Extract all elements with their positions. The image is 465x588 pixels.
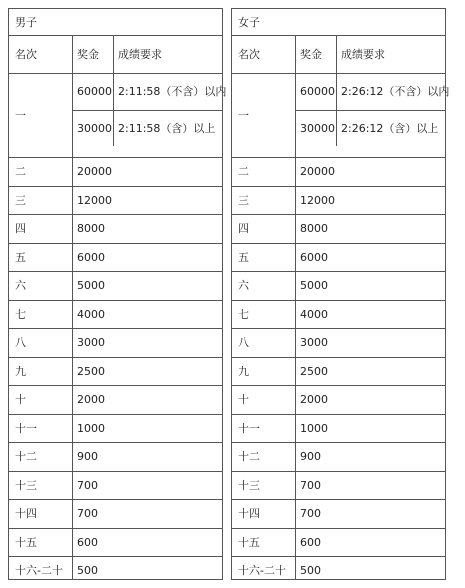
prize-cell: 700 <box>300 507 321 520</box>
prize-cell: 1000 <box>300 421 328 435</box>
prize-cell: 500 <box>77 564 98 577</box>
table-row <box>9 244 222 273</box>
first-place-row <box>232 74 450 158</box>
prize-cell: 5000 <box>77 279 105 292</box>
prize-cell: 1000 <box>77 421 105 435</box>
table-row <box>9 472 222 501</box>
table-row <box>9 557 222 586</box>
header-rank: 名次 <box>238 48 260 61</box>
first-tier-1 <box>295 74 450 111</box>
table-row <box>9 358 222 387</box>
header-row <box>232 36 445 74</box>
table-row <box>232 272 445 301</box>
prize-cell: 2000 <box>300 393 328 406</box>
rank-cell: 八 <box>238 336 249 349</box>
table-row <box>9 529 222 558</box>
header-requirement: 成绩要求 <box>118 48 162 61</box>
rank-cell: 十二 <box>238 450 260 463</box>
prize-cell: 4000 <box>77 307 105 321</box>
table-title: 男子 <box>9 9 222 36</box>
prize-cell: 60000 <box>300 85 335 98</box>
prize-cell: 3000 <box>77 336 105 349</box>
rank-cell: 十四 <box>15 507 37 520</box>
rank-cell: 十一 <box>15 421 37 435</box>
column-divider <box>295 36 296 579</box>
requirement-cell: 2:11:58（不含）以内 <box>118 85 227 98</box>
rank-cell: 十 <box>15 393 26 406</box>
first-place-row <box>9 74 227 158</box>
table-row <box>9 301 222 330</box>
column-divider <box>113 36 114 146</box>
prize-cell: 500 <box>300 564 321 577</box>
prize-cell: 2000 <box>77 393 105 406</box>
prize-cell: 4000 <box>300 307 328 321</box>
rank-cell: 四 <box>238 222 249 235</box>
table-row <box>232 329 445 358</box>
prize-cell: 30000 <box>77 122 112 135</box>
column-divider <box>72 36 73 579</box>
column-divider <box>336 36 337 146</box>
requirement-cell: 2:26:12（含）以上 <box>341 122 439 135</box>
rank-cell: 六 <box>238 279 249 292</box>
table-row <box>232 386 445 415</box>
rank-cell: 七 <box>238 307 249 321</box>
rank-cell: 一 <box>15 109 26 122</box>
rank-cell: 五 <box>15 250 26 264</box>
rank-cell: 十五 <box>238 535 260 549</box>
header-requirement: 成绩要求 <box>341 48 385 61</box>
rank-cell: 八 <box>15 336 26 349</box>
prize-cell: 8000 <box>300 222 328 235</box>
prize-cell: 20000 <box>77 165 112 178</box>
prize-cell: 700 <box>77 478 98 492</box>
rank-cell: 十四 <box>238 507 260 520</box>
table-row <box>9 272 222 301</box>
prize-cell: 6000 <box>77 250 105 264</box>
rank-cell: 九 <box>15 364 26 378</box>
prize-cell: 700 <box>300 478 321 492</box>
first-tier-2 <box>295 111 445 147</box>
requirement-cell: 2:11:58（含）以上 <box>118 122 216 135</box>
rank-cell: 九 <box>238 364 249 378</box>
prize-cell: 12000 <box>300 193 335 207</box>
prize-cell: 900 <box>77 450 98 463</box>
requirement-cell: 2:26:12（不含）以内 <box>341 85 450 98</box>
rank-cell: 四 <box>15 222 26 235</box>
table-row <box>232 529 445 558</box>
table-row <box>9 215 222 244</box>
rank-cell: 二 <box>15 165 26 178</box>
table-row <box>9 158 222 187</box>
rank-cell: 十六-二十 <box>238 564 286 577</box>
table-row <box>232 500 445 529</box>
prize-cell: 5000 <box>300 279 328 292</box>
prize-cell: 2500 <box>77 364 105 378</box>
header-row <box>9 36 222 74</box>
rank-cell: 十 <box>238 393 249 406</box>
table-row <box>9 415 222 444</box>
women-prize-table <box>231 8 450 580</box>
prize-cell: 60000 <box>77 85 112 98</box>
rank-cell: 七 <box>15 307 26 321</box>
prize-cell: 600 <box>77 535 98 549</box>
first-tier-2 <box>72 111 222 147</box>
rank-rows <box>232 158 445 586</box>
prize-cell: 2500 <box>300 364 328 378</box>
rank-cell: 十二 <box>15 450 37 463</box>
prize-cell: 12000 <box>77 193 112 207</box>
table-row <box>232 415 445 444</box>
rank-cell: 十三 <box>238 478 260 492</box>
prize-cell: 20000 <box>300 165 335 178</box>
rank-cell: 五 <box>238 250 249 264</box>
prize-cell: 30000 <box>300 122 335 135</box>
rank-cell: 三 <box>15 193 26 207</box>
rank-cell: 十三 <box>15 478 37 492</box>
rank-cell: 十六-二十 <box>15 564 63 577</box>
table-row <box>232 244 445 273</box>
table-row <box>232 215 445 244</box>
men-prize-table <box>8 8 227 580</box>
prize-cell: 600 <box>300 535 321 549</box>
table-row <box>232 358 445 387</box>
prize-cell: 3000 <box>300 336 328 349</box>
table-title: 女子 <box>232 9 445 36</box>
rank-cell: 三 <box>238 193 249 207</box>
rank-cell: 十五 <box>15 535 37 549</box>
table-row <box>232 187 445 216</box>
table-row <box>232 158 445 187</box>
prize-cell: 8000 <box>77 222 105 235</box>
prize-cell: 700 <box>77 507 98 520</box>
table-row <box>9 386 222 415</box>
rank-rows <box>9 158 222 586</box>
header-rank: 名次 <box>15 48 37 61</box>
rank-cell: 一 <box>238 109 249 122</box>
table-row <box>9 443 222 472</box>
table-row <box>9 329 222 358</box>
prize-cell: 6000 <box>300 250 328 264</box>
table-row <box>232 557 445 586</box>
table-row <box>9 187 222 216</box>
table-row <box>232 443 445 472</box>
rank-cell: 六 <box>15 279 26 292</box>
header-prize: 奖金 <box>300 48 322 61</box>
rank-cell: 十一 <box>238 421 260 435</box>
prize-cell: 900 <box>300 450 321 463</box>
table-row <box>232 301 445 330</box>
header-prize: 奖金 <box>77 48 99 61</box>
rank-cell: 二 <box>238 165 249 178</box>
table-row <box>232 472 445 501</box>
table-row <box>9 500 222 529</box>
first-tier-1 <box>72 74 227 111</box>
